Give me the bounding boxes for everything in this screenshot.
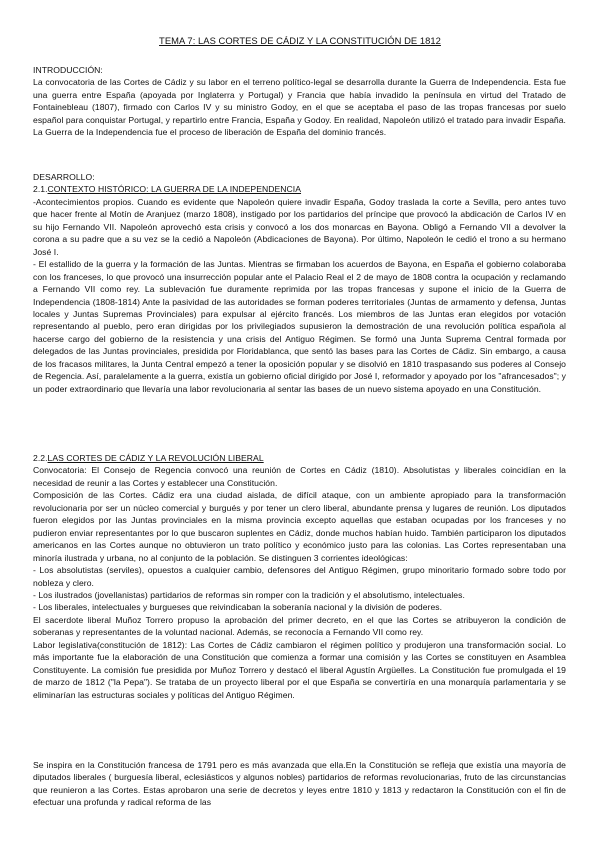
paragraph-convocatoria: Convocatoria: El Consejo de Regencia convocó una reunión de Cortes en Cádiz (1810). Absolutistas y liberales coincidían en la necesidad de reunir a las Cortes y establecer una Constitución.: [33, 465, 566, 488]
paragraph-munoz-torrero: El sacerdote liberal Muñoz Torrero propuso la aprobación del primer decreto, en el que las Cortes se atribuyeron la condición de soberanas y representantes de la voluntad nacional. Además, se reconocía a Fernando VII como rey.: [33, 614, 566, 638]
introduction-text: La convocatoria de las Cortes de Cádiz y su labor en el terreno político-legal se desarrolla durante la Guerra de Independencia. Esta fue una guerra entre España (apoyada por Inglaterra y Portugal) y Francia que había invadido la península en virtud del Tratado de Fontainebleau (1807), firmado con Carlos IV y su ministro Godoy, en el que se aceptaba el paso de las tropas francesas por suelo español para conquistar Portugal, y repartirlo entre Francia, España y Godoy. En realidad, Napoleón utilizó el tratado para invadir España. La Guerra de la Independencia fue el proceso de liberación de España del dominio francés.: [33, 77, 566, 138]
section-2-2: [33, 452, 566, 701]
section-2-1-number: 2.1.: [33, 184, 48, 195]
paragraph-inspiracion: [33, 759, 566, 809]
paragraph-labor-legislativa: Labor legislativa(constitución de 1812): Las Cortes de Cádiz cambiaron el régimen político y produjeron una transformación social. Lo más importante fue la elaboración de una Constitución que comienza a formar una comisión y las Cortes se constituyen en Asamblea Constituyente. La comisión fue presidida por Muñoz Torrero y destacó el liberal Agustín Argüelles. La Constitución fue promulgada el 19 de marzo de 1812 ("la Pepa"). Se trataba de un proyecto liberal por el que España se convertiría en una monarquía parlamentaria y se eliminarían las estructuras sociales y políticas del Antiguo Régimen.: [33, 639, 566, 700]
section-2-1-heading: [33, 183, 566, 195]
section-2-2-title: LAS CORTES DE CÁDIZ Y LA REVOLUCIÓN LIBERAL: [47, 453, 264, 463]
section-2-2-number: 2.2.: [33, 453, 48, 463]
introduction-heading: INTRODUCCIÓN:: [33, 65, 103, 75]
introduction-section: [33, 64, 566, 139]
section-2-1-title: CONTEXTO HISTÓRICO: LA GUERRA DE LA INDEPENDENCIA: [47, 184, 302, 195]
document-title: TEMA 7: LAS CORTES DE CÁDIZ Y LA CONSTITUCIÓN DE 1812: [159, 35, 441, 46]
paragraph-estallido-guerra: - El estallido de la guerra y la formación de las Juntas. Mientras se firmaban los acuerdos de Bayona, en España el gobierno colaboraba con los franceses, lo que provocó una insurrección popular ante el Palacio Real el 2 de mayo de 1808 contra la ocupación y reclamando a Fernando VII como rey. La sublevación fue duramente reprimida por las tropas francesas y supone el inicio de la Guerra de Independencia (1808-1814) Ante la pasividad de las autoridades se forman poderes territoriales (Juntas de armamento y defensa, Juntas locales y Juntas Supremas Provinciales) para expulsar al ejército francés. Los miembros de las Juntas eran elegidos por votación representando al pueblo, pero eran dirigidas por los privilegiados supusieron la demostración de una revolución política española al hacerse cargo del gobierno de la resistencia y una crisis del Antiguo Régimen. Se formó una Junta Suprema Central formada por delegados de las Juntas provinciales, presidida por Floridablanca, que sentó las bases para las Cortes de Cádiz. Sin embargo, a causa de los fracasos militares, la Junta Central empezó a tener la oposición popular y se disolvió en 1810 traspasando sus poderes al Consejo de Regencia. Así, paralelamente a la guerra, existía un gobierno oficial dirigido por José I, reformador y apoyado por los "afrancesados"; y un poder extraordinario que llevaría una labor revolucionaria al sentar las bases de un nuevo sistema apoyado en una Constitución.: [33, 259, 566, 394]
list-item-liberales: - Los liberales, intelectuales y burgueses que reivindicaban la soberanía nacional y la división de poderes.: [33, 602, 443, 613]
section-2-2-heading: [33, 452, 566, 464]
development-section: [33, 171, 566, 395]
development-heading: DESARROLLO:: [33, 172, 95, 182]
paragraph-inspiracion-text: Se inspira en la Constitución francesa de 1791 pero es más avanzada que ella.En la Constitución se refleja que existía una mayoría de diputados liberales ( burguesía liberal, eclesiásticos y algunos nobles) partidarios de reformas revolucionarias, fruto de las circunstancias que reunieron a las Cortes. Estas aprobaron una serie de decretos y leyes entre 1810 y 1813 y redactaron la Constitución con el fin de efectuar una profunda y radical reforma de las: [33, 760, 566, 808]
paragraph-acontecimientos: -Acontecimientos propios. Cuando es evidente que Napoleón quiere invadir España, Godoy traslada la corte a Sevilla, pero antes tuvo que hacer frente al Motín de Aranjuez (marzo 1808), instigado por los partidarios del príncipe que provocó la abdicación de Carlos IV en su hijo Fernando VII. Napoleón aprovechó esta crisis y convocó a los dos monarcas en Bayona. Obligó a Fernando VII a devolver la corona a su padre que a su vez se la cedió a Napoleón (Abdicaciones de Bayona). Por último, Napoleón le cedió el trono a su hermano José I.: [33, 196, 566, 257]
list-item-absolutistas: - Los absolutistas (serviles), opuestos a cualquier cambio, defensores del Antiguo Régimen, grupo minoritario formado sobre todo por nobleza y clero.: [33, 565, 566, 588]
list-item-ilustrados: - Los ilustrados (jovellanistas) partidarios de reformas sin romper con la tradición y el absolutismo, intelectuales.: [33, 589, 465, 600]
paragraph-composicion: Composición de las Cortes. Cádiz era una ciudad aislada, de difícil ataque, con un ambiente apropiado para la transformación revolucionaria por ser un núcleo comercial y burgués y por tener un clero liberal, abundante prensa y lugares de reunión. Los diputados fueron elegidos por las Juntas provinciales en la misma provincia excepto aquellas que estaban ocupadas por los franceses y no pudieron enviar representantes por lo que buscaron suplentes en Cádiz, donde muchos habían huido. También participaron los diputados americanos en las Cortes aunque no obtuvieron un trato político y económico justo para las colonias. Las Cortes representaban una minoría ilustrada y urbana, no al conjunto de la población. Se distinguen 3 corrientes ideológicas:: [33, 490, 566, 563]
